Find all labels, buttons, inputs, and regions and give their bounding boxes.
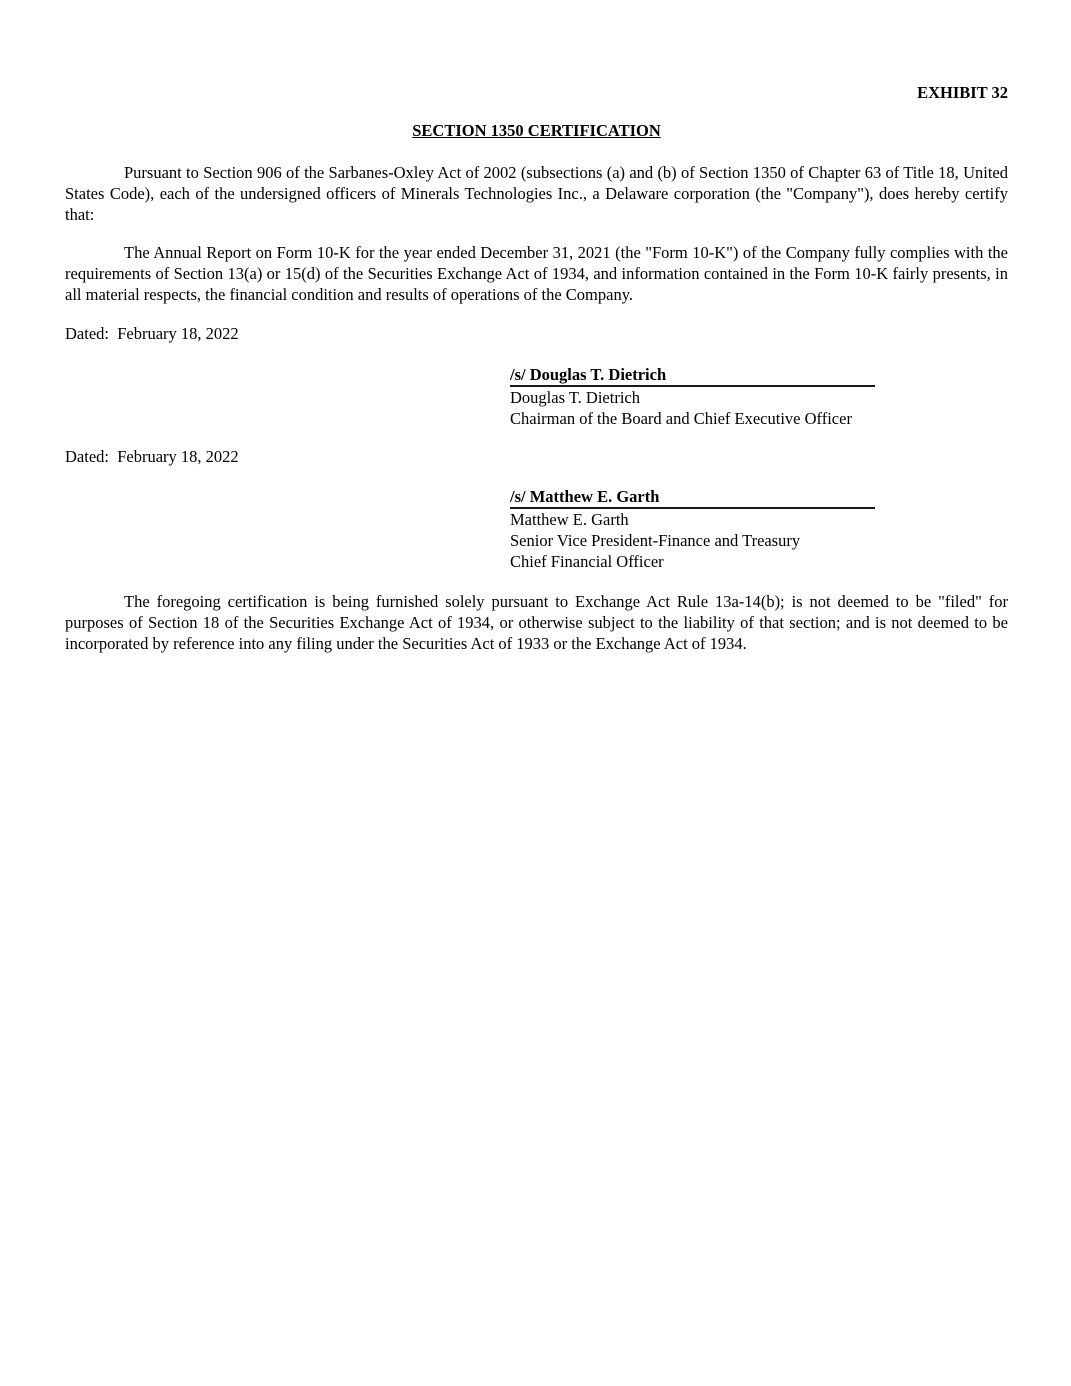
- signature-block-dietrich: [510, 364, 1008, 429]
- signature-line-garth: /s/ Matthew E. Garth: [510, 486, 875, 509]
- exhibit-label: EXHIBIT 32: [917, 83, 1008, 102]
- signature-block-garth: [510, 486, 1008, 572]
- document-title-row: [65, 120, 1008, 141]
- signatory-title-garth-2: Chief Financial Officer: [510, 552, 664, 571]
- date-line-1: Dated: February 18, 2022: [65, 324, 239, 343]
- paragraph-intro: Pursuant to Section 906 of the Sarbanes-Oxley Act of 2002 (subsections (a) and (b) of Section 1350 of Chapter 63 of Title 18, United States Code), each of the undersigned officers of Minerals Technologies Inc., a Delaware corporation (the "Company"), does hereby certify that:: [65, 163, 1008, 224]
- signatory-title-dietrich: Chairman of the Board and Chief Executive Officer: [510, 409, 852, 428]
- paragraph-certification: The Annual Report on Form 10-K for the year ended December 31, 2021 (the "Form 10-K") of the Company fully complies with the requirements of Section 13(a) or 15(d) of the Securities Exchange Act of 1934, and information contained in the Form 10-K fairly presents, in all material respects, the financial condition and results of operations of the Company.: [65, 243, 1008, 304]
- signatory-name-garth: Matthew E. Garth: [510, 510, 629, 529]
- signatory-title-garth-1: Senior Vice President-Finance and Treasury: [510, 531, 801, 550]
- signatory-name-dietrich: Douglas T. Dietrich: [510, 388, 640, 407]
- date-line-2: Dated: February 18, 2022: [65, 447, 239, 466]
- paragraph-closing: The foregoing certification is being furnished solely pursuant to Exchange Act Rule 13a-14(b); is not deemed to be "filed" for purposes of Section 18 of the Securities Exchange Act of 1934, or otherwise subject to the liability of that section; and is not deemed to be incorporated by reference into any filing under the Securities Act of 1933 or the Exchange Act of 1934.: [65, 592, 1008, 653]
- document-title: SECTION 1350 CERTIFICATION: [412, 121, 661, 140]
- signature-line-dietrich: /s/ Douglas T. Dietrich: [510, 364, 875, 387]
